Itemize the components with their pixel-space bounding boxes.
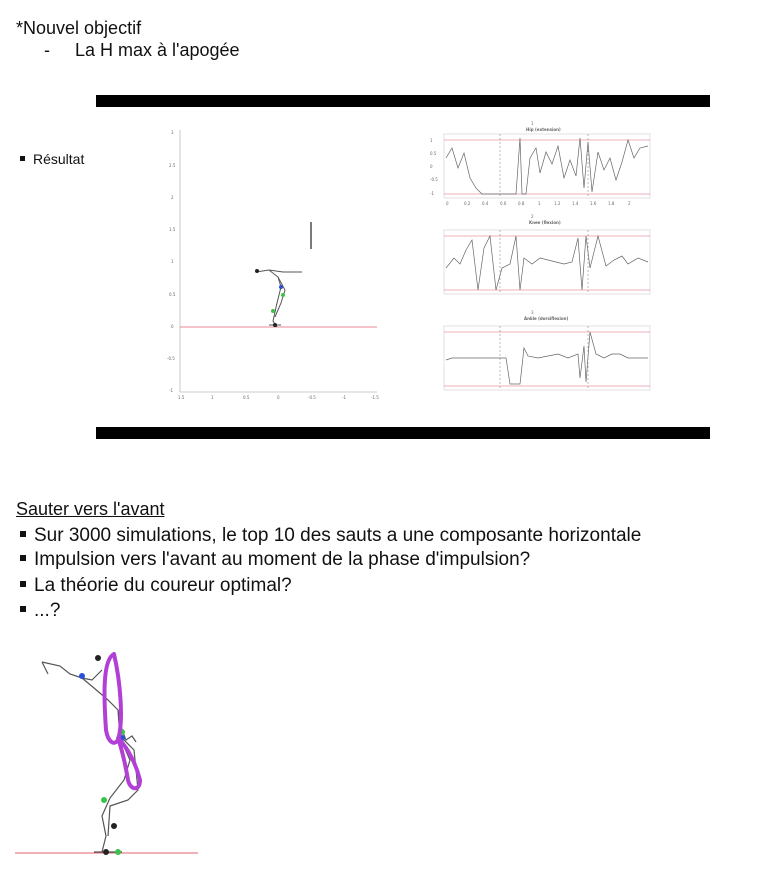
y-tick: 1.5 [169, 227, 176, 232]
objective-dash: - [44, 40, 50, 60]
skeleton-figure [256, 270, 302, 327]
video-bottom-bar [96, 427, 710, 439]
result-label: Résultat [20, 151, 84, 167]
section-title: Sauter vers l'avant [16, 499, 165, 519]
svg-text:0.8: 0.8 [518, 201, 525, 206]
y-tick: 2.5 [169, 163, 176, 168]
svg-text:0: 0 [446, 201, 449, 206]
svg-text:1.2: 1.2 [554, 201, 561, 206]
svg-text:0.5: 0.5 [243, 395, 250, 400]
plot-title-ankle: Ankle (dorsiflexion) [524, 316, 569, 321]
bullet-marker [20, 555, 26, 561]
joint-plots [428, 118, 658, 408]
bullet-marker [20, 531, 26, 537]
svg-text:1.6: 1.6 [590, 201, 597, 206]
plot-title-hip: Hip (extension) [526, 127, 561, 132]
svg-text:-1: -1 [342, 395, 346, 400]
svg-text:-0.5: -0.5 [308, 395, 316, 400]
svg-text:0.4: 0.4 [482, 201, 489, 206]
list-item: Impulsion vers l'avant au moment de la phase d'impulsion? [20, 549, 530, 571]
svg-text:2: 2 [531, 214, 534, 219]
annotated-skeleton [10, 640, 210, 865]
svg-text:2: 2 [628, 201, 631, 206]
svg-text:-1.5: -1.5 [371, 395, 379, 400]
svg-text:-1: -1 [430, 191, 434, 196]
svg-text:1.5: 1.5 [178, 395, 185, 400]
list-item: Sur 3000 simulations, le top 10 des sauts a une composante horizontale [20, 525, 641, 547]
bullet-marker [20, 581, 26, 587]
svg-text:1: 1 [531, 121, 534, 126]
svg-text:1.4: 1.4 [572, 201, 579, 206]
svg-text:1: 1 [211, 395, 214, 400]
plot-title-knee: Knee (flexion) [529, 220, 561, 225]
result-bullet [20, 156, 25, 161]
video-top-bar [96, 95, 710, 107]
y-tick: -1 [169, 388, 173, 393]
y-tick: 2 [171, 195, 174, 200]
svg-text:1: 1 [538, 201, 541, 206]
svg-text:0: 0 [277, 395, 280, 400]
objective-item: La H max à l'apogée [75, 40, 240, 60]
list-item: La théorie du coureur optimal? [20, 575, 292, 597]
bullet-marker [20, 606, 26, 612]
svg-text:-0.5: -0.5 [430, 177, 438, 182]
objective-heading: *Nouvel objectif [16, 18, 142, 38]
svg-text:1.8: 1.8 [608, 201, 615, 206]
list-item: ...? [20, 600, 60, 622]
annotation-loop [104, 654, 140, 788]
svg-text:1: 1 [430, 138, 433, 143]
skeleton-view [165, 125, 385, 410]
y-tick: 0.5 [169, 292, 176, 297]
y-tick: 3 [171, 130, 174, 135]
svg-text:0.6: 0.6 [500, 201, 507, 206]
svg-text:3: 3 [531, 310, 534, 315]
skeleton-y-ticks [167, 130, 176, 393]
y-tick: 0 [171, 324, 174, 329]
y-tick: -0.5 [167, 356, 175, 361]
svg-text:0.5: 0.5 [430, 151, 437, 156]
y-tick: 1 [171, 259, 174, 264]
svg-text:0: 0 [430, 164, 433, 169]
svg-text:0.2: 0.2 [464, 201, 471, 206]
